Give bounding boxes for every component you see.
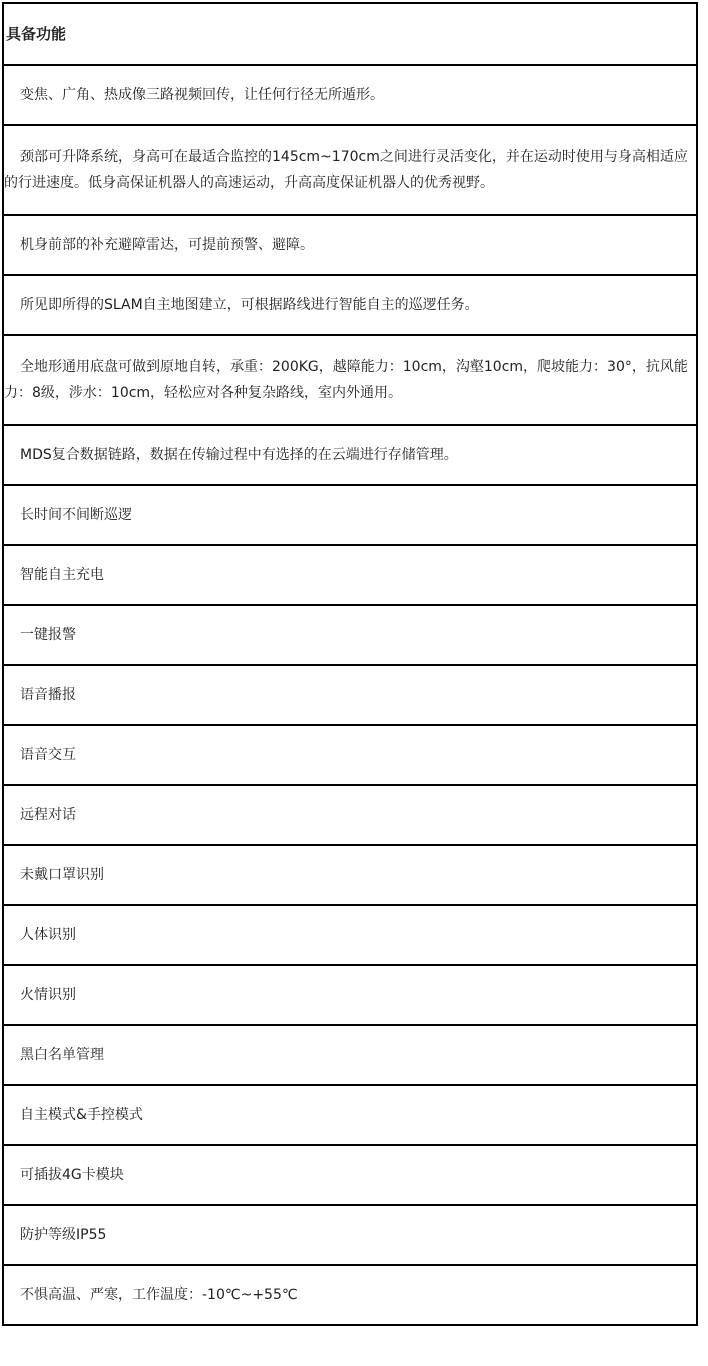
table-cell: 所见即所得的SLAM自主地图建立，可根据路线进行智能自主的巡逻任务。 xyxy=(20,297,479,313)
table-row xyxy=(4,424,696,484)
table-cell: 人体识别 xyxy=(20,927,76,943)
table-row xyxy=(4,334,696,424)
table-cell: 不惧高温、严寒，工作温度：-10℃~+55℃ xyxy=(20,1287,298,1303)
table-cell: MDS复合数据链路，数据在传输过程中有选择的在云端进行存储管理。 xyxy=(20,447,458,463)
table-cell: 一键报警 xyxy=(20,627,76,643)
table-row xyxy=(4,1204,696,1264)
table-cell: 变焦、广角、热成像三路视频回传，让任何行径无所遁形。 xyxy=(20,87,384,103)
table-row xyxy=(4,484,696,544)
table-cell: 全地形通用底盘可做到原地自转，承重：200KG，越障能力：10cm，沟壑10cm，爬坡能力：30°，抗风能力：8级，涉水：10cm，轻松应对各种复杂路线，室内外通用。 xyxy=(4,359,688,401)
table-cell: 远程对话 xyxy=(20,807,76,823)
table-row xyxy=(4,1084,696,1144)
table-row xyxy=(4,274,696,334)
features-table xyxy=(2,2,698,1326)
table-row xyxy=(4,664,696,724)
table-header-row xyxy=(4,4,696,64)
table-row xyxy=(4,64,696,124)
table-row xyxy=(4,724,696,784)
table-cell: 机身前部的补充避障雷达，可提前预警、避障。 xyxy=(20,237,314,253)
table-row xyxy=(4,124,696,214)
table-row xyxy=(4,544,696,604)
table-header: 具备功能 xyxy=(6,25,67,43)
table-row xyxy=(4,1264,696,1324)
table-row xyxy=(4,784,696,844)
table-cell: 防护等级IP55 xyxy=(20,1227,107,1243)
table-row xyxy=(4,904,696,964)
table-cell: 未戴口罩识别 xyxy=(20,867,104,883)
table-row xyxy=(4,844,696,904)
table-cell: 自主模式&手控模式 xyxy=(20,1107,143,1123)
table-cell: 智能自主充电 xyxy=(20,567,104,583)
table-row xyxy=(4,1024,696,1084)
table-cell: 火情识别 xyxy=(20,987,76,1003)
table-row xyxy=(4,604,696,664)
table-cell: 语音播报 xyxy=(20,687,76,703)
table-cell: 语音交互 xyxy=(20,747,76,763)
table-cell: 可插拔4G卡模块 xyxy=(20,1167,124,1183)
table-row xyxy=(4,214,696,274)
table-cell: 黑白名单管理 xyxy=(20,1047,104,1063)
table-row xyxy=(4,964,696,1024)
table-cell: 颈部可升降系统，身高可在最适合监控的145cm~170cm之间进行灵活变化，并在运动时使用与身高相适应的行进速度。低身高保证机器人的高速运动，升高高度保证机器人的优秀视野。 xyxy=(4,149,688,191)
table-cell: 长时间不间断巡逻 xyxy=(20,507,132,523)
table-row xyxy=(4,1144,696,1204)
